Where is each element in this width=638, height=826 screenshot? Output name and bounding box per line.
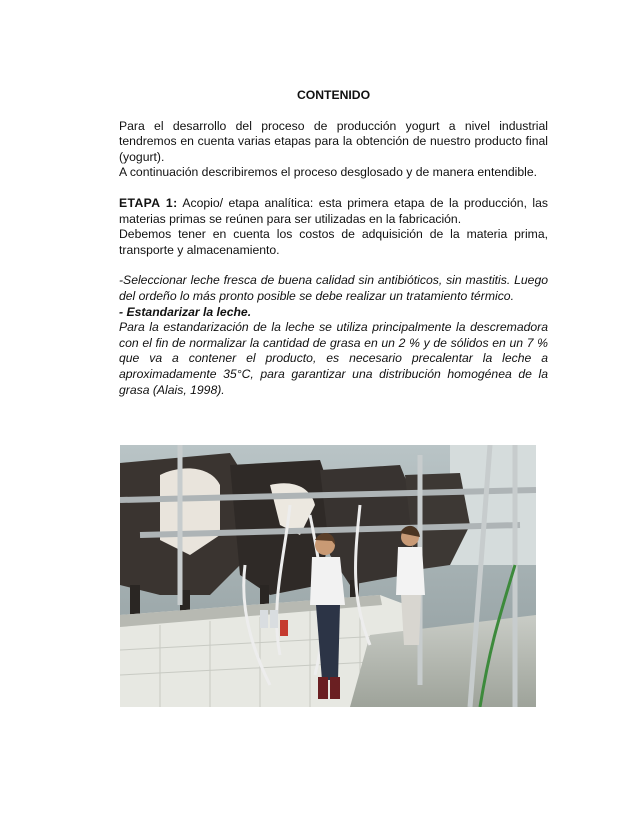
stage1-costs-paragraph: Debemos tener en cuenta los costos de adquisición de la materia prima, transporte y almacenamiento. — [119, 227, 548, 257]
milking-parlor-illustration — [120, 445, 536, 707]
select-milk-paragraph: -Seleccionar leche fresca de buena calidad sin antibióticos, sin mastitis. Luego del ordeño lo más pronto posible se debe realizar un tratamiento térmico. — [119, 273, 548, 303]
paragraph-gap — [119, 258, 548, 273]
intro-paragraph: Para el desarrollo del proceso de producción yogurt a nivel industrial tendremos en cuenta varias etapas para la obtención de nuestro producto final (yogurt). — [119, 118, 548, 164]
standardize-heading: - Estandarizar la leche. — [119, 304, 252, 319]
stage1-paragraph — [119, 196, 548, 227]
standardize-paragraph: Para la estandarización de la leche se utiliza principalmente la descremadora con el fin de normalizar la cantidad de grasa en un 2 % y de sólidos en un 7 % que va a contener el producto, es necesario precalentar la leche a aproximadamente 35°C, para garantizar una distribución homogénea de la grasa (Alais, 1998). — [119, 320, 548, 397]
stage1-label: ETAPA 1: — [119, 195, 178, 210]
document-body — [119, 88, 548, 398]
intro-paragraph-continued: A continuación describiremos el proceso desglosado y de manera entendible. — [119, 165, 538, 180]
stage1-text: Acopio/ etapa analítica: esta primera etapa de la producción, las materias primas se reúnen para ser utilizadas en la fabricación. — [119, 195, 549, 226]
page-title: CONTENIDO — [296, 88, 371, 102]
milking-parlor-photo — [120, 445, 536, 707]
paragraph-gap — [119, 181, 548, 196]
